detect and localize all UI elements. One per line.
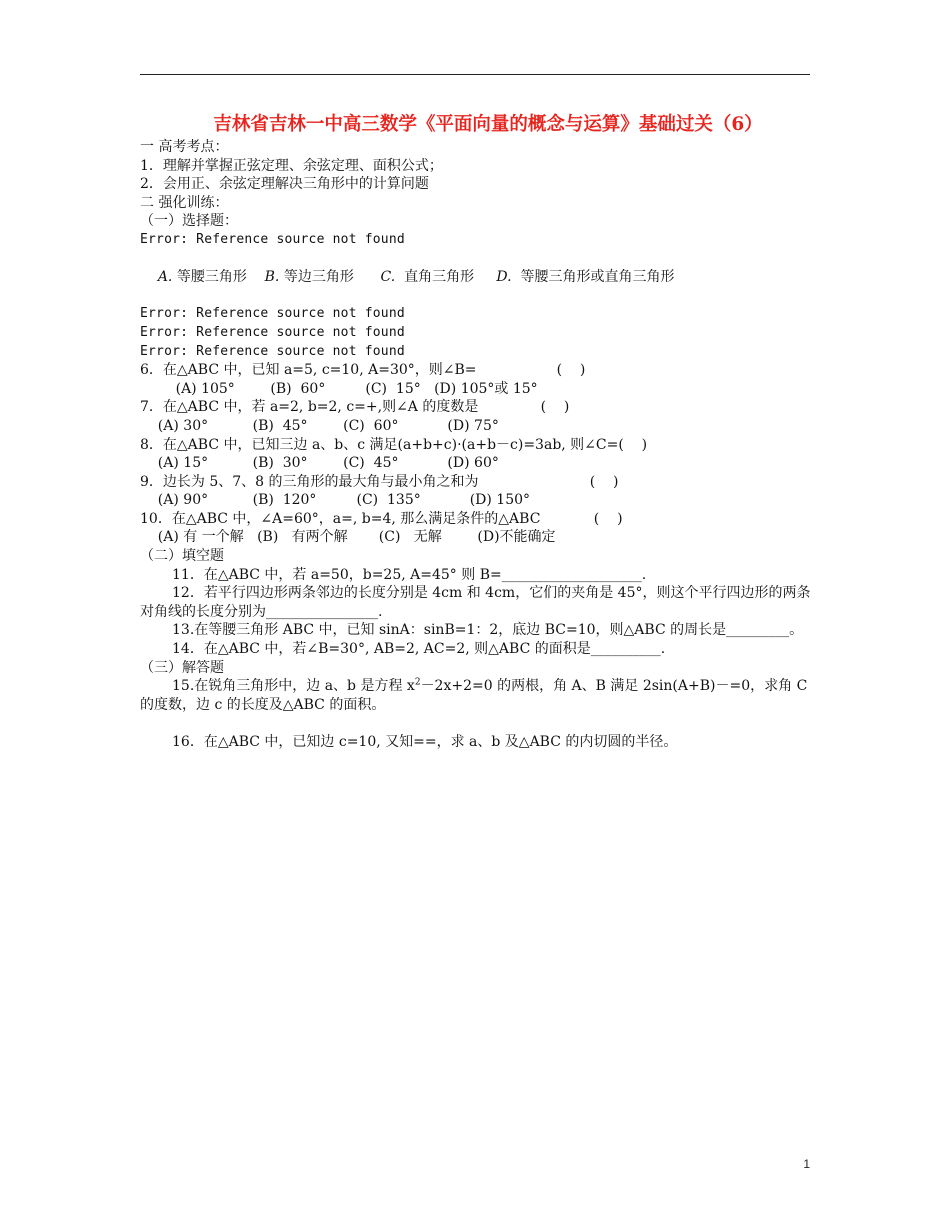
- question-7-options: (A) 30° (B) 45° (C) 60° (D) 75°: [140, 417, 499, 434]
- option-text: 等边三角形: [279, 269, 381, 286]
- option-label: C.: [380, 269, 396, 286]
- option-text: 等腰三角形: [172, 269, 265, 286]
- question-11: 11．在△ABC 中，若 a=50，b=25, A=45° 则 B=____________________.: [172, 566, 647, 583]
- section-heading: 一 高考考点：: [140, 139, 229, 155]
- option-text: 等腰三角形或直角三角形: [511, 269, 675, 286]
- point-1: 1．理解并掌握正弦定理、余弦定理、面积公式；: [140, 157, 443, 174]
- question-6: 6．在△ABC 中，已知 a=5, c=10, A=30°，则∠B= ( ): [140, 362, 586, 379]
- spacer: [140, 714, 812, 733]
- error-line: Error: Reference source not found: [140, 231, 405, 247]
- question-13: 13.在等腰三角形 ABC 中，已知 sinA：sinB=1：2，底边 BC=10，则△ABC 的周长是_________。: [172, 622, 804, 639]
- option-label: D.: [496, 269, 512, 286]
- options-line: [140, 250, 812, 306]
- subsection-heading: （二）填空题: [140, 548, 224, 565]
- option-text: 直角三角形: [395, 269, 497, 286]
- section-heading: 二 强化训练：: [140, 194, 229, 211]
- question-10-options: (A) 有 一个解 (B) 有两个解 (C) 无解 (D)不能确定: [140, 529, 556, 546]
- superscript: 2: [414, 677, 421, 688]
- question-9-options: (A) 90° (B) 120° (C) 135° (D) 150°: [140, 492, 531, 509]
- error-line: Error: Reference source not found: [140, 343, 405, 359]
- question-16: 16．在△ABC 中，已知边 c=10, 又知==，求 a、b 及△ABC 的内切圆的半径。: [172, 734, 678, 750]
- point-2: 2．会用正、余弦定理解决三角形中的计算问题: [140, 176, 429, 193]
- subsection-heading: （一）选择题：: [140, 213, 238, 230]
- page-number: 1: [803, 1157, 810, 1171]
- question-8: 8．在△ABC 中，已知三边 a、b、c 满足(a+b+c)·(a+b－c)=3ab, 则∠C=( ): [140, 436, 648, 453]
- question-9: 9．边长为 5、7、8 的三角形的最大角与最小角之和为 ( ): [140, 473, 619, 490]
- question-12: 12．若平行四边形两条邻边的长度分别是 4cm 和 4cm，它们的夹角是 45°，则这个平行四边形的两条对角线的长度分别为________________.: [140, 585, 811, 620]
- option-label: A.: [157, 269, 173, 286]
- question-15: [140, 677, 812, 714]
- error-line: Error: Reference source not found: [140, 324, 405, 340]
- subsection-heading: （三）解答题: [140, 659, 224, 676]
- question-10: 10．在△ABC 中，∠A=60°，a=, b=4, 那么满足条件的△ABC ( ): [140, 510, 623, 527]
- question-15-text: －2x+2=0 的两根，角 A、B 满足 2sin(A+B)－=0，求角 C 的度数，边 c 的长度及△ABC 的面积。: [140, 678, 808, 713]
- error-line: Error: Reference source not found: [140, 306, 405, 322]
- question-7: 7．在△ABC 中，若 a=2, b=2, c=+,则∠A 的度数是 ( ): [140, 399, 570, 416]
- option-label: B.: [264, 269, 280, 286]
- document-body: [140, 112, 812, 752]
- question-15-text: 15.在锐角三角形中，边 a、b 是方程 x: [172, 678, 415, 695]
- question-14: 14．在△ABC 中，若∠B=30°, AB=2, AC=2, 则△ABC 的面积是__________.: [172, 641, 666, 658]
- question-6-options: (A) 105° (B) 60° (C) 15° (D) 105°或 15°: [140, 380, 538, 397]
- header-rule: [140, 74, 810, 75]
- question-8-options: (A) 15° (B) 30° (C) 45° (D) 60°: [140, 455, 499, 472]
- document-title: 吉林省吉林一中高三数学《平面向量的概念与运算》基础过关（6）: [213, 114, 763, 135]
